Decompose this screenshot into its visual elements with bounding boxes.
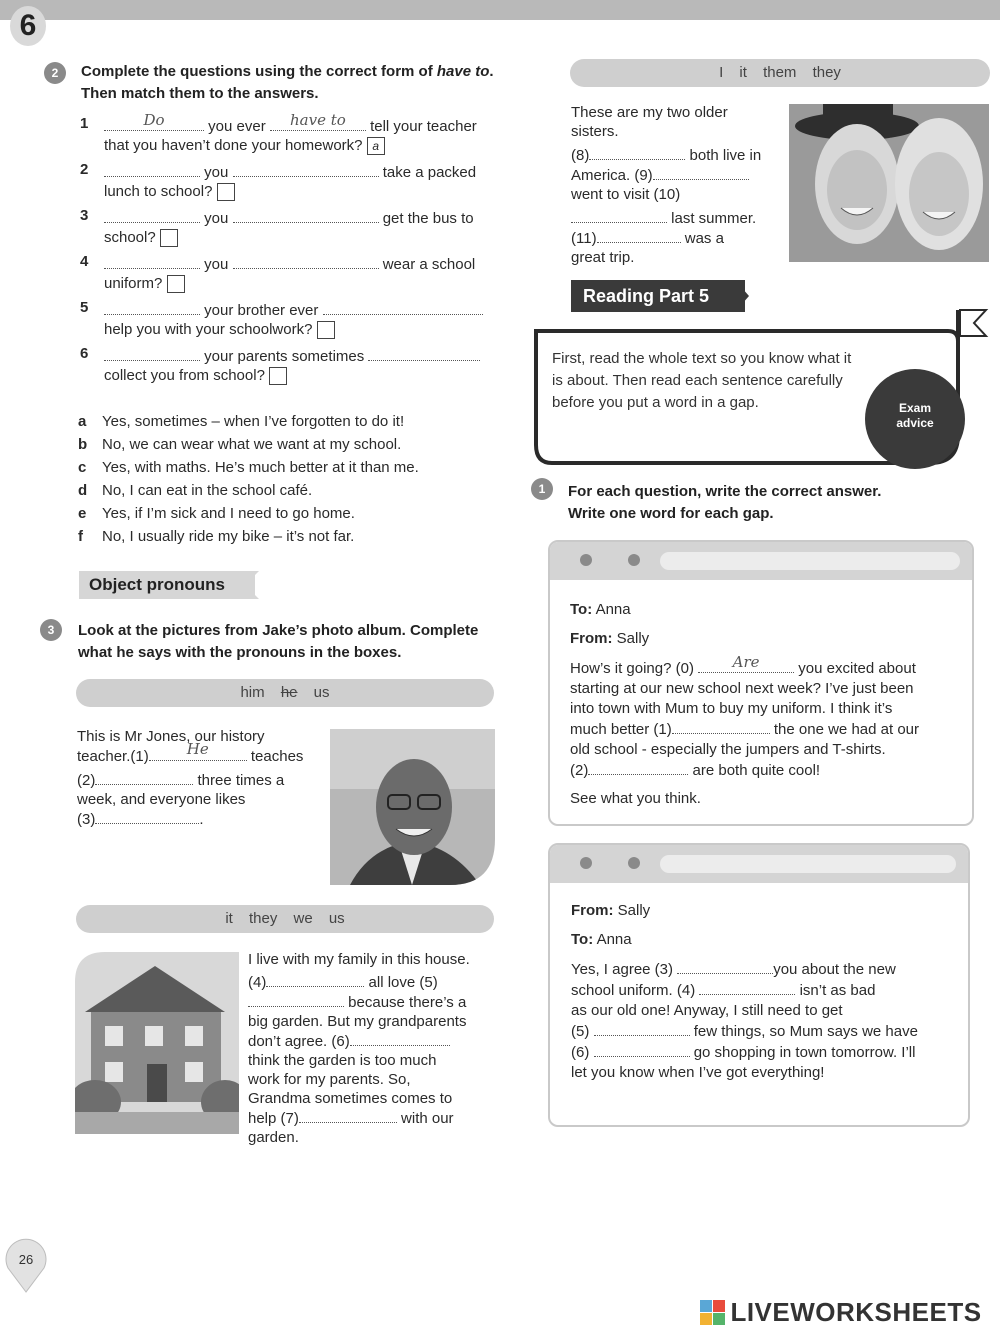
- page-number: 26: [18, 1252, 34, 1267]
- exercise-2-instruction: Complete the questions using the correct form of have to. Then match them to the answers.: [81, 63, 494, 102]
- liveworksheets-logo: [700, 1297, 982, 1328]
- email-2-titlebar: [550, 845, 968, 883]
- question-5: 5 your brother ever help you with your schoolwork?: [80, 298, 500, 344]
- gap-11-input[interactable]: [597, 228, 681, 243]
- gap-3-input[interactable]: [95, 809, 199, 824]
- match-box-5[interactable]: [317, 321, 335, 339]
- top-banner: [0, 0, 1000, 20]
- reading-exercise-number: 1: [531, 478, 553, 500]
- gap-6a-input[interactable]: [104, 346, 200, 361]
- email-1-address-bar: [660, 552, 960, 570]
- gap-10-input[interactable]: [571, 208, 667, 223]
- exercise-2-answers: [78, 410, 508, 548]
- teacher-photo: [330, 729, 495, 885]
- house-photo: [75, 952, 239, 1134]
- pronoun-box-3: I it them they: [570, 59, 990, 87]
- exam-advice-text: First, read the whole text so you know what it is about. Then read each sentence carefully before you put a word in a gap.: [552, 350, 852, 411]
- unit-number: 6: [10, 6, 46, 46]
- reading-instruction: For each question, write the correct answer. Write one word for each gap.: [568, 483, 882, 522]
- email-2-address-bar: [660, 855, 956, 873]
- gap-7-input[interactable]: [299, 1108, 397, 1123]
- gap-6b-input[interactable]: [368, 346, 480, 361]
- email-gap-4[interactable]: [699, 980, 795, 995]
- match-box-4[interactable]: [167, 275, 185, 293]
- email-gap-5[interactable]: [594, 1021, 690, 1036]
- gap-6-input[interactable]: [350, 1031, 450, 1046]
- house-text: I live with my family in this house. (4) all love (5) because there’s a big garden. But my grandparents don’t agree. (6) think the garden is too much work for my parents. So, Grandma sometimes comes to help (7) with our garden.: [248, 951, 470, 1146]
- gap-1-input[interactable]: He: [149, 746, 247, 761]
- email-1-titlebar: [550, 542, 972, 580]
- match-box-3[interactable]: [160, 229, 178, 247]
- answer-e: e Yes, if I’m sick and I need to go home.: [78, 505, 355, 522]
- gap-2a-input[interactable]: [104, 162, 200, 177]
- gap-8-input[interactable]: [589, 145, 685, 160]
- sisters-photo: [789, 104, 989, 262]
- gap-4a-input[interactable]: [104, 254, 200, 269]
- question-2: 2 you take a packed lunch to school?: [80, 161, 477, 200]
- gap-4b-input[interactable]: [233, 254, 379, 269]
- gap-3b-input[interactable]: [233, 208, 379, 223]
- email-window-1: To: Anna From: Sally How’s it going? (0) Are you excited about starting at our new school next week? I’ve just been into town with Mum to buy my uniform. I think it’s much better (1) the one we had at our old school - especially the jumpers and T-shirts. (2) are both quite cool! See what you think.: [548, 540, 974, 826]
- email-gap-6[interactable]: [594, 1042, 690, 1057]
- answer-c: c Yes, with maths. He’s much better at it than me.: [78, 459, 419, 476]
- heading-arrow: [235, 571, 261, 599]
- email-gap-1[interactable]: [672, 719, 770, 734]
- exercise-3-instruction: Look at the pictures from Jake’s photo album. Complete what he says with the pronouns in the boxes.: [78, 622, 479, 661]
- answer-d: d No, I can eat in the school café.: [78, 482, 313, 499]
- gap-9-input[interactable]: [653, 165, 749, 180]
- match-box-1[interactable]: a: [367, 137, 385, 155]
- answer-b: b No, we can wear what we want at my school.: [78, 436, 402, 453]
- sisters-text: These are my two older sisters. (8) both live in America. (9) went to visit (10) last summer. (11) was a great trip.: [571, 104, 762, 266]
- answer-a: a Yes, sometimes – when I’ve forgotten to do it!: [78, 413, 405, 430]
- email-gap-2[interactable]: [588, 760, 688, 775]
- pronoun-box-1: him he us: [76, 679, 494, 707]
- liveworksheets-logo-icon: [700, 1300, 726, 1326]
- liveworksheets-brand-text: LIVEWORKSHEETS: [730, 1297, 982, 1327]
- reading-part-5-heading: Reading Part 5: [571, 280, 745, 312]
- exam-advice-badge: Exam advice: [896, 401, 934, 430]
- exercise-2-questions: [80, 111, 500, 390]
- question-4: 4 you wear a school uniform?: [80, 253, 476, 292]
- gap-2b-input[interactable]: [233, 162, 379, 177]
- email-window-2: From: Sally To: Anna Yes, I agree (3) you about the new school uniform. (4) isn’t as bad as our old one! Anyway, I still need to get (5) few things, so Mum says we have (6) go shopping in town tomorrow. I’ll let you know when I’ve got everything!: [548, 843, 970, 1127]
- gap-2-input[interactable]: [95, 770, 193, 785]
- exercise-2-number: 2: [44, 62, 66, 84]
- match-box-2[interactable]: [217, 183, 235, 201]
- pronoun-box-2: it they we us: [76, 905, 494, 933]
- question-6: 6 your parents sometimes collect you from school?: [80, 344, 500, 390]
- match-box-6[interactable]: [269, 367, 287, 385]
- answer-f: f No, I usually ride my bike – it’s not far.: [78, 528, 355, 545]
- mr-jones-text: This is Mr Jones, our history teacher.(1) He teaches (2) three times a week, and everyone likes (3) .: [77, 728, 304, 828]
- object-pronouns-heading: Object pronouns: [79, 571, 255, 599]
- email-gap-0[interactable]: Are: [698, 658, 794, 673]
- question-1: 1 Do you ever have to tell your teacher that you haven’t done your homework? a: [80, 111, 477, 154]
- question-3: 3 you get the bus to school?: [80, 207, 474, 246]
- gap-4-input[interactable]: [266, 972, 364, 987]
- gap-5b-input[interactable]: [323, 300, 483, 315]
- exercise-3-number: 3: [40, 619, 62, 641]
- email-gap-3[interactable]: [677, 959, 773, 974]
- gap-3a-input[interactable]: [104, 208, 200, 223]
- gap-5-input[interactable]: [248, 992, 344, 1007]
- gap-5a-input[interactable]: [104, 300, 200, 315]
- gap-1b-input[interactable]: have to: [270, 116, 366, 131]
- gap-1a-input[interactable]: Do: [104, 116, 204, 131]
